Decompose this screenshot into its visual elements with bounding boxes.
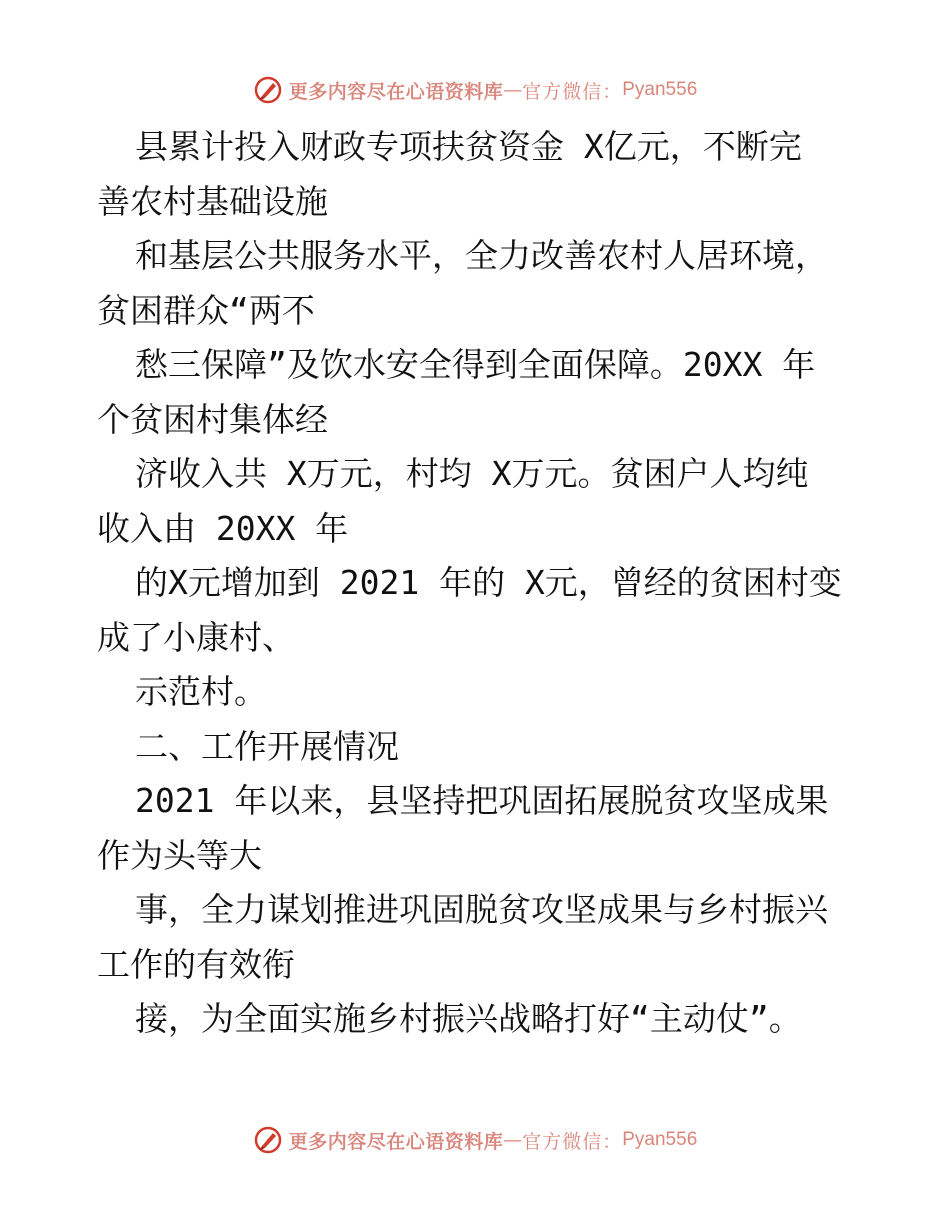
watermark-wechat-label: 官方微信：	[522, 80, 623, 103]
section-heading: 二、工作开展情况	[135, 726, 399, 766]
body-line: 事，全力谋划推进巩固脱贫攻坚成果与乡村振兴	[135, 890, 828, 929]
pen-logo-icon	[253, 75, 283, 105]
body-line: 善农村基础设施	[97, 181, 328, 221]
body-line: 贫困群众“两不	[97, 290, 315, 330]
body-line: 成了小康村、	[97, 617, 295, 657]
watermark-handle: Pyan556	[622, 79, 698, 100]
body-line: 2021 年以来，县坚持把巩固拓展脱贫攻坚成果	[135, 781, 829, 820]
body-line: 收入由 20XX 年	[97, 508, 349, 548]
body-line: 接，为全面实施乡村振兴战略打好“主动仗”。	[135, 999, 802, 1038]
footer-watermark	[0, 1120, 950, 1160]
body-line: 示范村。	[135, 672, 267, 711]
body-line: 县累计投入财政专项扶贫资金 X亿元，不断完	[135, 127, 802, 166]
header-watermark	[0, 70, 950, 110]
body-line: 个贫困村集体经	[97, 399, 328, 439]
body-line: 济收入共 X万元，村均 X万元。贫困户人均纯	[135, 454, 809, 493]
watermark-wechat-label: 官方微信：	[522, 1130, 623, 1153]
document-body	[97, 120, 857, 1047]
body-line: 愁三保障”及饮水安全得到全面保障。20XX 年	[135, 345, 816, 384]
watermark-handle: Pyan556	[622, 1129, 698, 1150]
body-line: 工作的有效衔	[97, 944, 295, 984]
watermark-dash: —	[503, 1129, 523, 1151]
watermark-main-text: 更多内容尽在心语资料库	[288, 80, 504, 103]
pen-logo-icon	[253, 1125, 283, 1155]
body-line: 作为头等大	[97, 835, 262, 875]
body-line: 和基层公共服务水平，全力改善农村人居环境，	[135, 236, 828, 275]
watermark-main-text: 更多内容尽在心语资料库	[288, 1130, 504, 1153]
body-line: 的X元增加到 2021 年的 X元，曾经的贫困村变	[135, 563, 842, 602]
watermark-dash: —	[503, 79, 523, 101]
